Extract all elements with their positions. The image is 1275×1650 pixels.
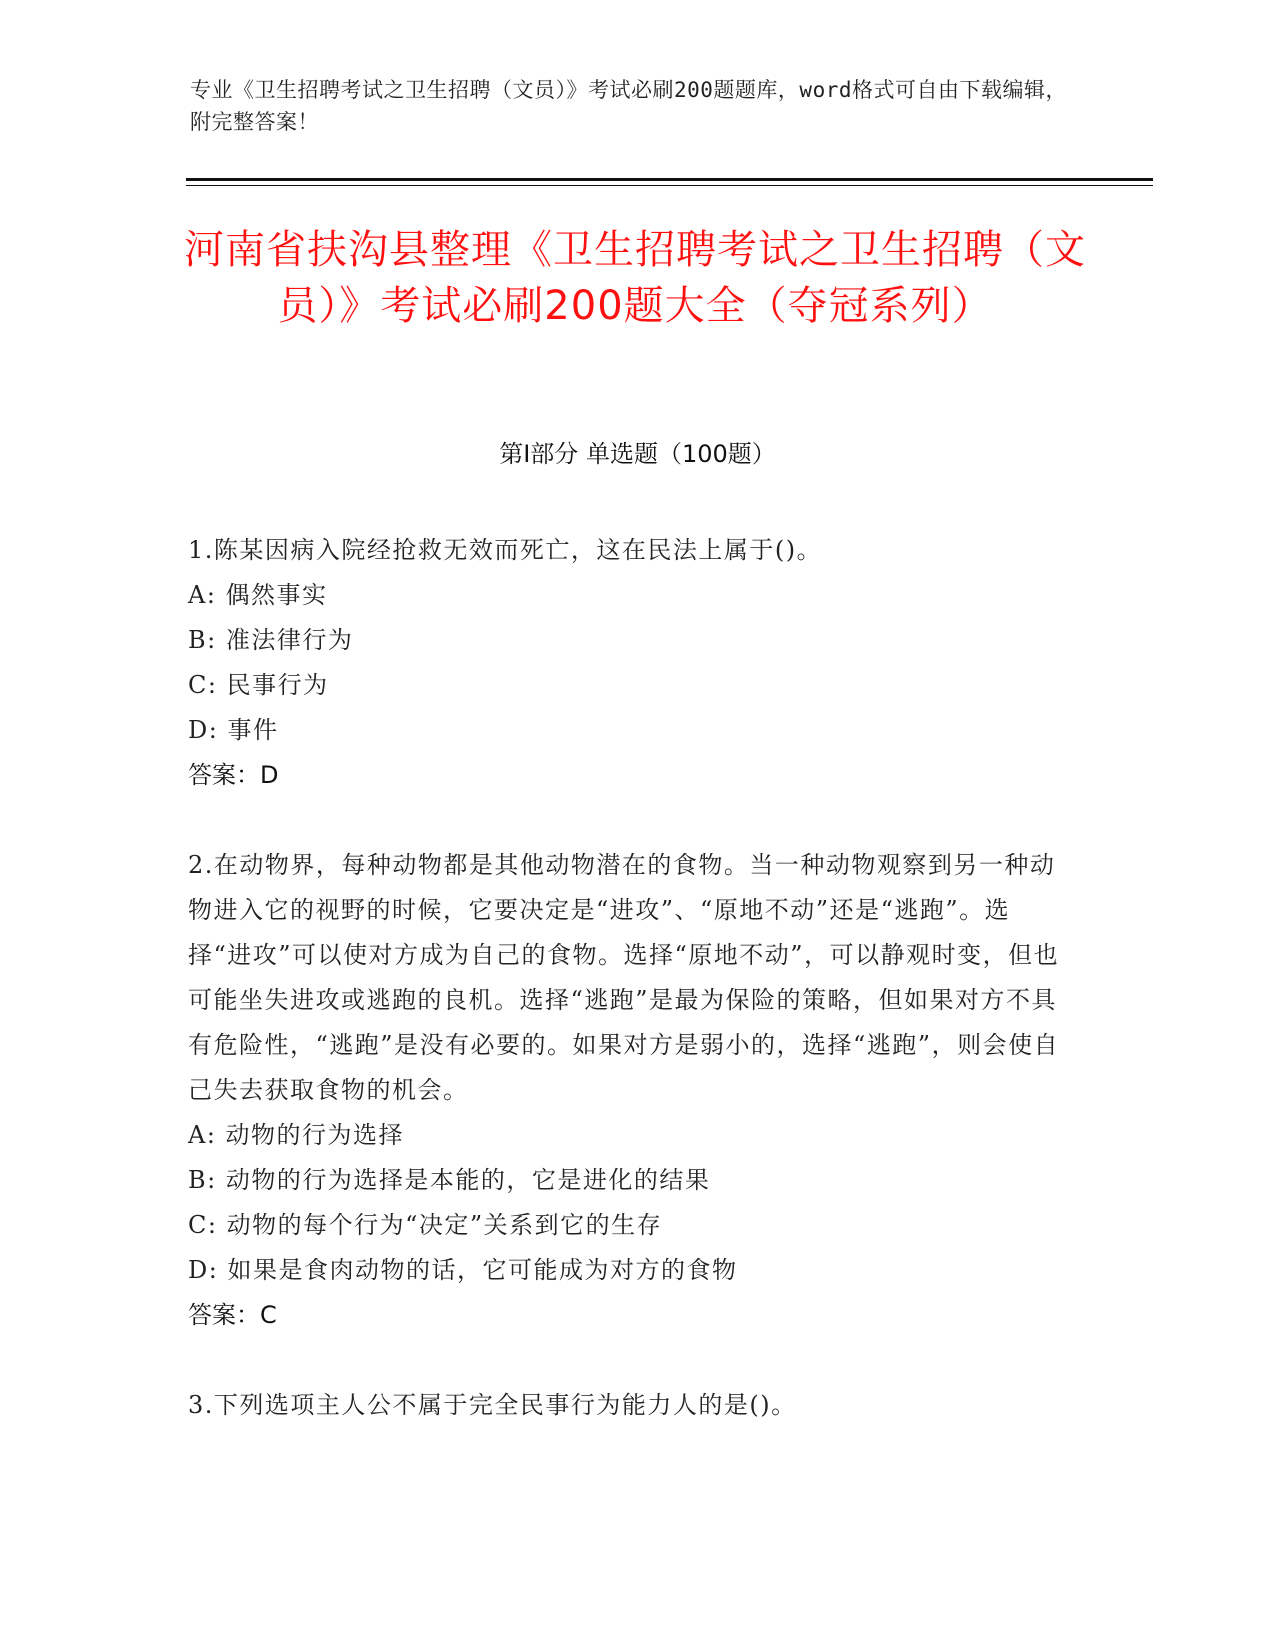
- option-c: C: 民事行为: [188, 671, 329, 699]
- option-d: D: 事件: [188, 716, 279, 744]
- section-heading: 第Ⅰ部分 单选题（100题）: [499, 440, 776, 468]
- option-b: B: 准法律行为: [188, 626, 354, 654]
- question-2: [188, 843, 1068, 1338]
- option-d: D: 如果是食肉动物的话，它可能成为对方的食物: [188, 1256, 738, 1284]
- question-list: [188, 528, 1068, 1428]
- question-1: [188, 528, 1068, 798]
- option-a: A: 动物的行为选择: [188, 1121, 405, 1149]
- question-stem: 3.下列选项主人公不属于完全民事行为能力人的是()。: [188, 1391, 797, 1419]
- question-3: [188, 1383, 1068, 1428]
- question-spacer: [188, 798, 1068, 843]
- answer: 答案：C: [188, 1301, 277, 1329]
- question-stem: 1.陈某因病入院经抢救无效而死亡，这在民法上属于()。: [188, 536, 823, 564]
- header-divider-thin: [186, 185, 1153, 186]
- answer: 答案：D: [188, 761, 279, 789]
- question-stem: 2.在动物界，每种动物都是其他动物潜在的食物。当一种动物观察到另一种动物进入它的视野的时候，它要决定是“进攻”、“原地不动”还是“逃跑”。选择“进攻”可以使对方成为自己的食物。选择“原地不动”，可以静观时变，但也可能坐失进攻或逃跑的良机。选择“逃跑”是最为保险的策略，但如果对方不具有危险性，“逃跑”是没有必要的。如果对方是弱小的，选择“逃跑”，则会使自己失去获取食物的机会。: [188, 851, 1060, 1104]
- question-spacer: [188, 1338, 1068, 1383]
- header-divider-thick: [186, 178, 1153, 181]
- document-title: 河南省扶沟县整理《卫生招聘考试之卫生招聘（文员）》考试必刷200题大全（夺冠系列）: [184, 227, 1086, 329]
- option-b: B: 动物的行为选择是本能的，它是进化的结果: [188, 1166, 711, 1194]
- option-a: A: 偶然事实: [188, 581, 328, 609]
- header-note: 专业《卫生招聘考试之卫生招聘（文员）》考试必刷200题题库，word格式可自由下载编辑，附完整答案！: [190, 78, 1067, 134]
- option-c: C: 动物的每个行为“决定”关系到它的生存: [188, 1211, 663, 1239]
